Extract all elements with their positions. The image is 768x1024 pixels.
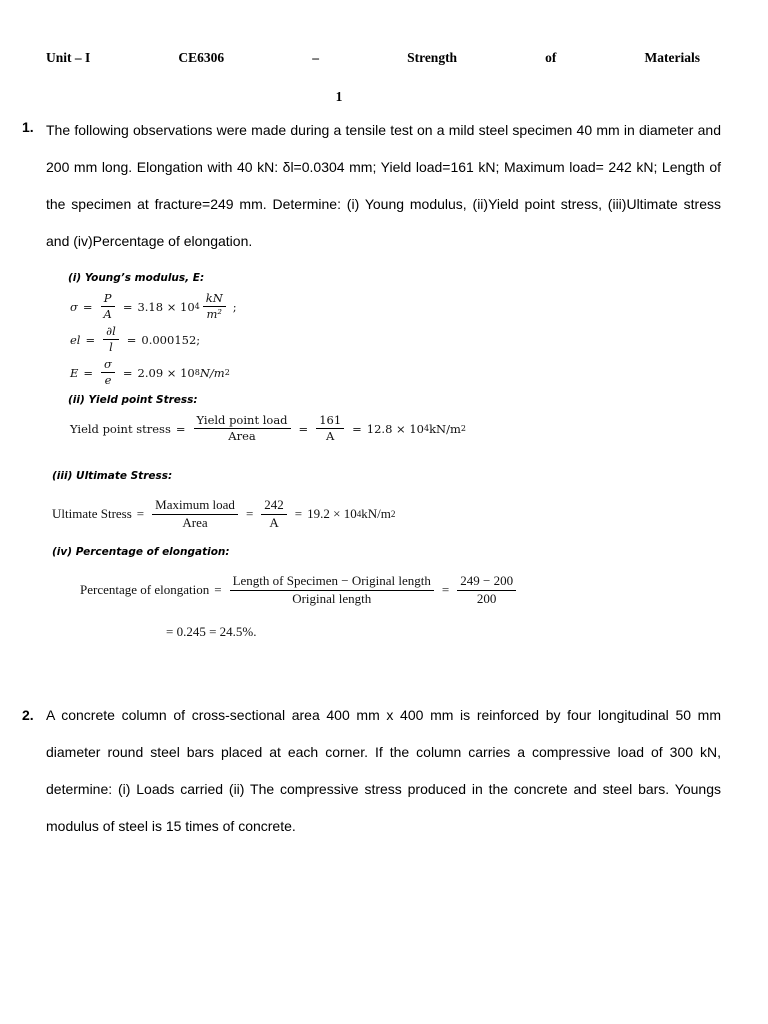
unit-label: Unit – I <box>46 50 91 65</box>
header-word-materials: Materials <box>644 50 700 65</box>
page-number: 1 <box>335 89 343 104</box>
part-1-heading: (i) Young’s modulus, E: <box>68 272 205 284</box>
question-1-text: The following observations were made during a tensile test on a mild steel specimen 40 mm in diameter and 200 mm long. Elongation with 40 kN: δl=0.0304 mm; Yield load=161 kN; Maximum load= 242 kN; Length of the specimen at fracture=249 mm. Determine: (i) Young modulus, (ii)Yield point stress, (iii)Ultimate stress and (iv)Percentage of elongation. <box>46 122 721 249</box>
question-1-number: 1. <box>22 119 34 135</box>
page-header <box>46 50 700 66</box>
ultimate-stress-equation: Ultimate Stress = $\frac{\text{Maximum load}}{\text{Area}}$ = $\frac{242}{A}$ = 19.2 × 10 4 kN/m 2 <box>52 497 396 530</box>
elongation-result: = 0.245 = 24.5%. <box>166 624 257 639</box>
question-2-number: 2. <box>22 707 34 723</box>
course-code: CE6306 <box>178 50 225 65</box>
question-2-text: A concrete column of cross-sectional area 400 mm x 400 mm is reinforced by four longitudinal 50 mm diameter round steel bars placed at each corner. If the column carries a compressive load of 300 kN, determine: (i) Loads carried (ii) The compressive stress produced in the concrete and steel bars. Youngs modulus of steel is 15 times of concrete. <box>46 707 721 834</box>
part-2-heading: (ii) Yield point Stress: <box>68 394 198 406</box>
part-4-heading: (iv) Percentage of elongation: <box>52 546 230 558</box>
part-3-heading: (iii) Ultimate Stress: <box>52 470 173 482</box>
stress-equation: σ = $\frac{P}{A}$ = 3.18 × 10 4 $\frac{kN}{\text{m²}}$ ; <box>70 291 237 322</box>
header-word-strength: Strength <box>407 50 458 65</box>
elongation-equation: Percentage of elongation = $\frac{\text{Length of Specimen − Original length}}{\text{Original length}}$ = $\frac{249 - 200}{200}$ <box>80 574 519 607</box>
header-dash: – <box>312 50 319 65</box>
header-word-of: of <box>545 50 557 65</box>
strain-equation: el = $\frac{\partial l}{l}$ = 0.000152; <box>70 324 201 355</box>
young-modulus-equation: E = $\frac{\sigma}{e}$ = 2.09 × 10 8 N/m 2 <box>70 357 230 388</box>
yield-stress-equation: Yield point stress = $\frac{\text{Yield point load}}{\text{Area}}$ = $\frac{161}{A}$ = 12.8 × 10 4 kN/m 2 <box>70 413 467 444</box>
